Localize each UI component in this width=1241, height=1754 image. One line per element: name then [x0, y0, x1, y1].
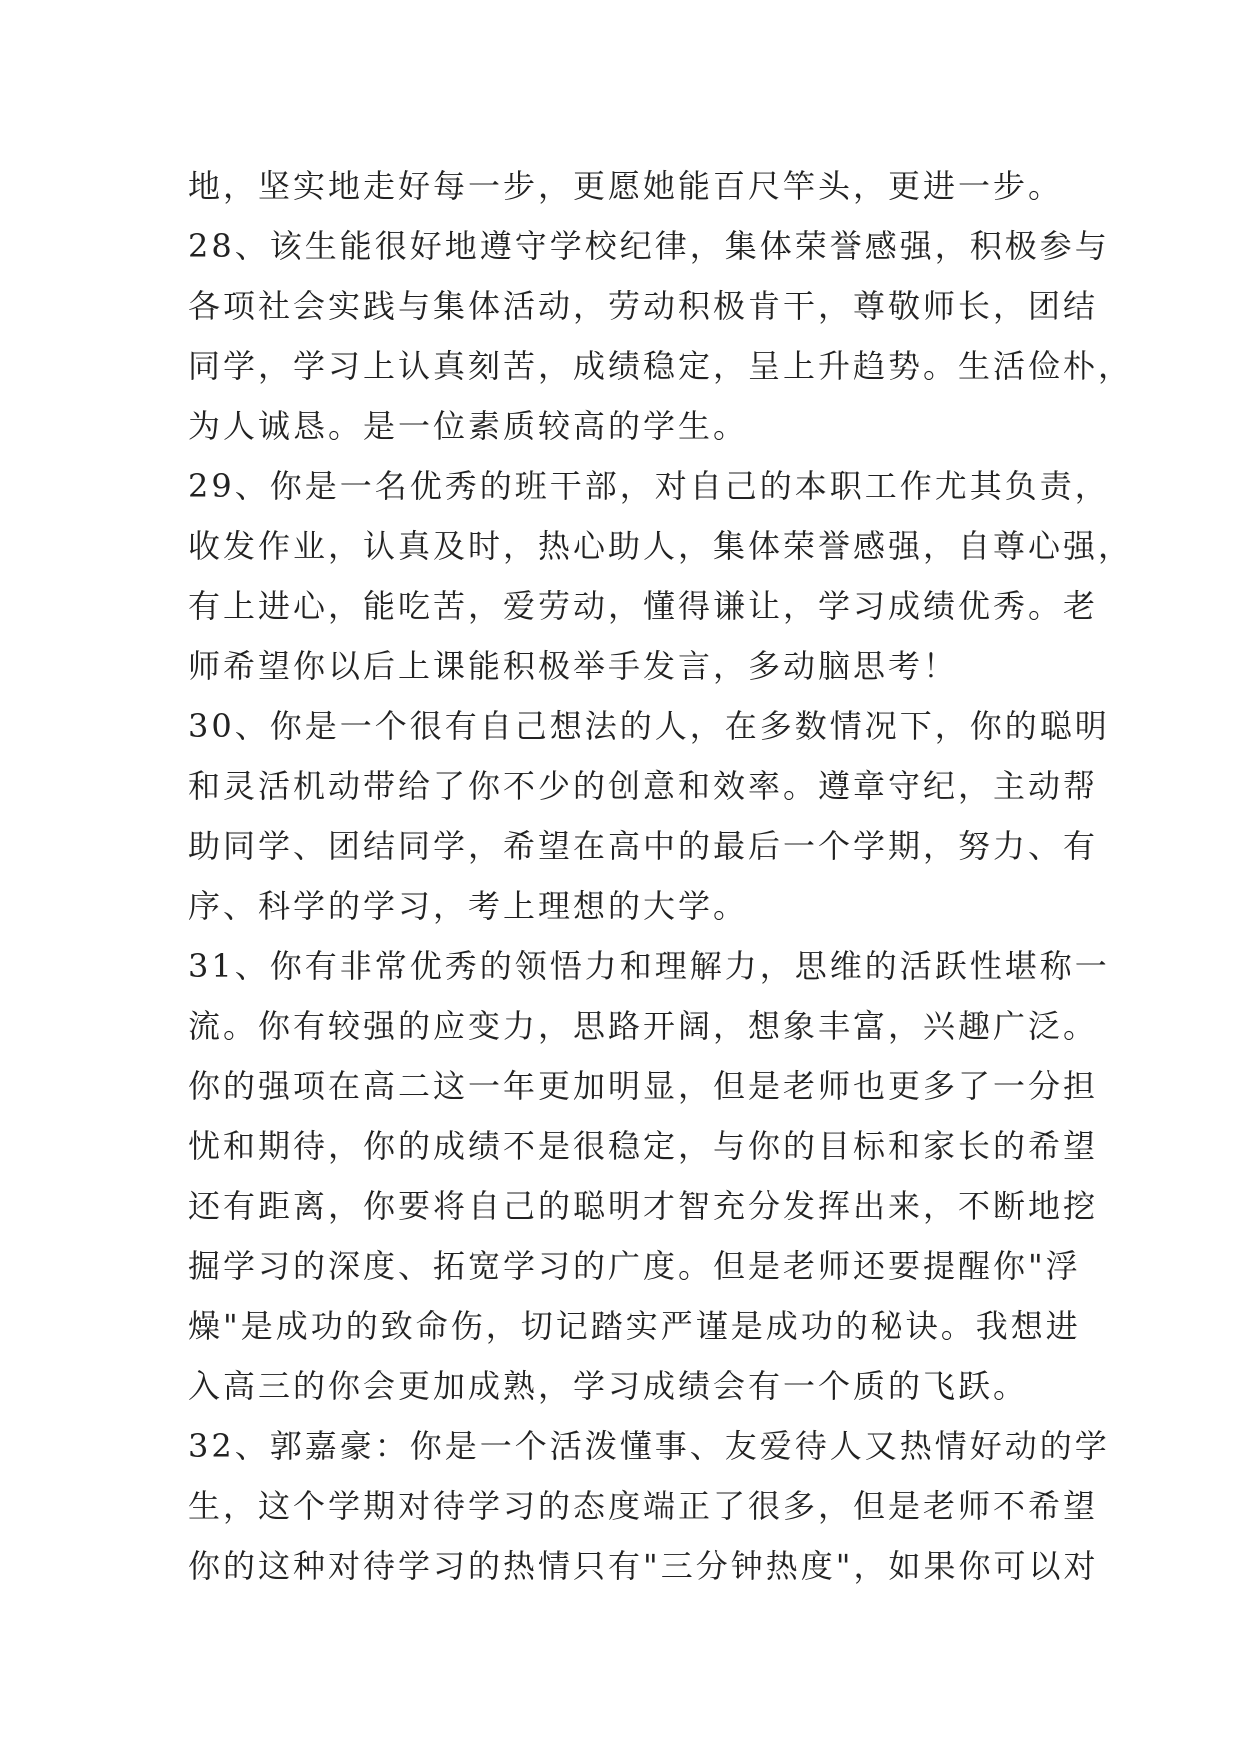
text-line: 地，坚实地走好每一步，更愿她能百尺竿头，更进一步。 — [188, 167, 1064, 205]
text-line: 30、你是一个很有自己想法的人，在多数情况下，你的聪明 — [188, 707, 1110, 745]
text-line: 28、该生能很好地遵守学校纪律，集体荣誉感强，积极参与 — [188, 227, 1110, 265]
text-line: 燥"是成功的致命伤，切记踏实严谨是成功的秘诀。我想进 — [188, 1307, 1081, 1345]
text-line: 同学，学习上认真刻苦，成绩稳定，呈上升趋势。生活俭朴， — [188, 347, 1134, 385]
text-line: 掘学习的深度、拓宽学习的广度。但是老师还要提醒你"浮 — [188, 1247, 1081, 1285]
text-line: 收发作业，认真及时，热心助人，集体荣誉感强，自尊心强， — [188, 527, 1134, 565]
text-line: 入高三的你会更加成熟，学习成绩会有一个质的飞跃。 — [188, 1367, 1029, 1405]
text-line: 你的强项在高二这一年更加明显，但是老师也更多了一分担 — [188, 1067, 1099, 1105]
text-line: 32、郭嘉豪：你是一个活泼懂事、友爱待人又热情好动的学 — [188, 1427, 1110, 1465]
text-line: 助同学、团结同学，希望在高中的最后一个学期，努力、有 — [188, 827, 1099, 865]
text-line: 和灵活机动带给了你不少的创意和效率。遵章守纪，主动帮 — [188, 767, 1099, 805]
text-line: 各项社会实践与集体活动，劳动积极肯干，尊敬师长，团结 — [188, 287, 1099, 325]
text-line: 序、科学的学习，考上理想的大学。 — [188, 887, 749, 925]
text-line: 忧和期待，你的成绩不是很稳定，与你的目标和家长的希望 — [188, 1127, 1099, 1165]
text-line: 还有距离，你要将自己的聪明才智充分发挥出来，不断地挖 — [188, 1187, 1099, 1225]
text-line: 流。你有较强的应变力，思路开阔，想象丰富，兴趣广泛。 — [188, 1007, 1099, 1045]
text-line: 有上进心，能吃苦，爱劳动，懂得谦让，学习成绩优秀。老 — [188, 587, 1099, 625]
text-line: 29、你是一名优秀的班干部，对自己的本职工作尤其负责， — [188, 467, 1110, 505]
text-line: 为人诚恳。是一位素质较高的学生。 — [188, 407, 749, 445]
text-line: 31、你有非常优秀的领悟力和理解力，思维的活跃性堪称一 — [188, 947, 1110, 985]
text-line: 师希望你以后上课能积极举手发言，多动脑思考！ — [188, 647, 959, 685]
text-line: 你的这种对待学习的热情只有"三分钟热度"，如果你可以对 — [188, 1547, 1099, 1585]
text-line: 生，这个学期对待学习的态度端正了很多，但是老师不希望 — [188, 1487, 1099, 1525]
